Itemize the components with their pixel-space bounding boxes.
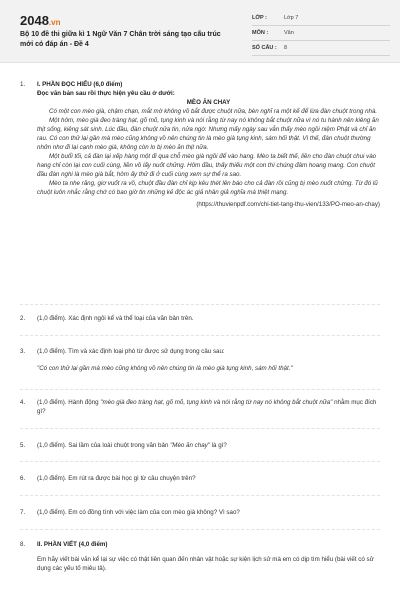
meta-row-subject <box>252 26 390 41</box>
question-body <box>37 347 380 373</box>
story-source: (https://thuvienpdf.com/chi-tiet-tang-thu-vien/133/PO-meo-an-chay) <box>196 201 380 208</box>
question-text <box>37 441 380 450</box>
question-number: 8. <box>20 541 26 548</box>
question-text <box>37 398 380 416</box>
question-divider <box>20 335 380 336</box>
question-prefix: (1,0 điểm). Hành động <box>37 399 101 406</box>
question-text: (1,0 điểm). Xác định ngôi kể và thể loại của văn bản trên. <box>37 315 194 322</box>
question-number: 3. <box>20 348 26 355</box>
question-divider <box>20 495 380 496</box>
site-logo[interactable] <box>20 13 60 28</box>
question-text: (1,0 điểm). Tìm và xác định loại phó từ được sử dụng trong câu sau: <box>37 348 225 355</box>
meta-key: SỐ CÂU : <box>252 45 277 51</box>
logo-number: 2048 <box>20 13 49 28</box>
question-divider <box>20 304 380 305</box>
question-suffix: nhằm mục đích gì? <box>37 399 377 415</box>
meta-key: MÔN : <box>252 30 269 36</box>
question-number: 5. <box>20 442 26 449</box>
meta-value: Lớp 7 <box>284 15 299 21</box>
document-header <box>0 0 400 63</box>
question-divider <box>20 529 380 530</box>
question-body <box>37 540 380 573</box>
question-number: 4. <box>20 399 26 406</box>
meta-table <box>252 11 390 56</box>
question-prefix: (1,0 điểm). Sai lầm của loài chuột trong văn bản <box>37 442 171 449</box>
story-paragraph: Một hôm, mèo già đeo tràng hạt, gõ mõ, tụng kinh và nói rằng từ nay nó không bắt chuột nữa vì nó tu hành nên kiêng ăn thịt sống, kiêng sát sinh. Lúc đầu, đàn chuột nửa tin, nửa ngờ. Nhưng mấy ngày sau vẫn thấy mèo ngồi niệm Phật và chỉ ăn rau. Có con thử lại gần mà mèo cũng không vồ nên chúng tin là mèo già tụng kinh, sám hối thật. Vì thế, đàn chuột thường nhởn nhơ đi lại cạnh mèo già, không còn lo bị mèo ăn thịt nữa. <box>37 117 379 151</box>
question-quote: "Có con thử lại gần mà mèo cũng không vồ nên chúng tin là mèo già tụng kinh, sám hối thật." <box>37 365 293 372</box>
section-heading: II. PHẦN VIẾT (4,0 điểm) <box>37 541 108 548</box>
meta-value: 8 <box>284 45 288 51</box>
question-suffix: là gì? <box>209 442 227 449</box>
question-text: (1,0 điểm). Em có đồng tình với việc làm của con mèo già không? Vì sao? <box>37 509 240 516</box>
question-number: 1. <box>20 81 26 88</box>
reading-instruction: Đọc văn bản sau rồi thực hiện yêu cầu ở dưới: <box>37 90 175 97</box>
writing-prompt: Em hãy viết bài văn kể lại sự việc có thật liên quan đến nhân vật hoặc sự kiện lịch sử mà em có dịp tìm hiểu (bài viết có sử dụng các yếu tố miêu tả). <box>37 556 374 572</box>
meta-value: Văn <box>284 30 294 36</box>
question-number: 7. <box>20 509 26 516</box>
question-divider <box>20 461 380 462</box>
question-quote: "Mèo ăn chay" <box>170 442 210 449</box>
story-paragraph: Có một con mèo già, chậm chạn, mắt mờ không vồ bắt được chuột nữa, bèn nghĩ ra một kế để lừa đàn chuột trong nhà. <box>49 108 378 115</box>
meta-row-count <box>252 41 390 56</box>
question-body <box>37 80 380 209</box>
story-paragraph: Mèo ta nhe răng, giơ vuốt ra vồ, chuột đầu đàn chỉ kịp kêu thét lên báo cho cả đàn rồi cũng bị mèo nuốt chửng. Từ đó lũ chuột luôn nhắc rằng chớ có bao giờ tin những kẻ độc ác giả nhân giả nghĩa mà thiệt mạng. <box>37 180 378 196</box>
story-title: MÈO ĂN CHAY <box>186 99 231 106</box>
logo-suffix: .vn <box>48 18 61 27</box>
story-paragraph: Một buổi tối, cả đàn lại xếp hàng một đi qua chỗ mèo già ngồi để vào hang. Mèo ta biết thế, liền cho đàn chuột chui vào hang chỉ còn lại con cuối cùng, liền vồ lấy nuốt chửng. Hôm đầu, thấy thiếu một con thì chúng đâm hoang mang. Con chuột đầu đàn nghi là mèo già bắt, hôm ấy thử đi ở cuối cùng xem sự thể ra sao. <box>37 153 377 178</box>
question-text: (1,0 điểm). Em rút ra được bài học gì từ câu chuyện trên? <box>37 475 196 482</box>
question-quote: "mèo già đeo tràng hạt, gõ mõ, tụng kinh và nói rằng từ nay nó không bắt chuột nữa" <box>100 399 333 406</box>
meta-key: LỚP : <box>252 15 267 21</box>
question-divider <box>20 428 380 429</box>
document-title: Bộ 10 đề thi giữa kì 1 Ngữ Văn 7 Chân trời sáng tạo cấu trúc mới có đáp án - Đề 4 <box>20 31 221 48</box>
question-number: 2. <box>20 315 26 322</box>
question-divider <box>20 389 380 390</box>
meta-row-class <box>252 11 390 26</box>
question-number: 6. <box>20 475 26 482</box>
section-heading: I. PHẦN ĐỌC HIỂU (6,0 điểm) <box>37 81 123 88</box>
